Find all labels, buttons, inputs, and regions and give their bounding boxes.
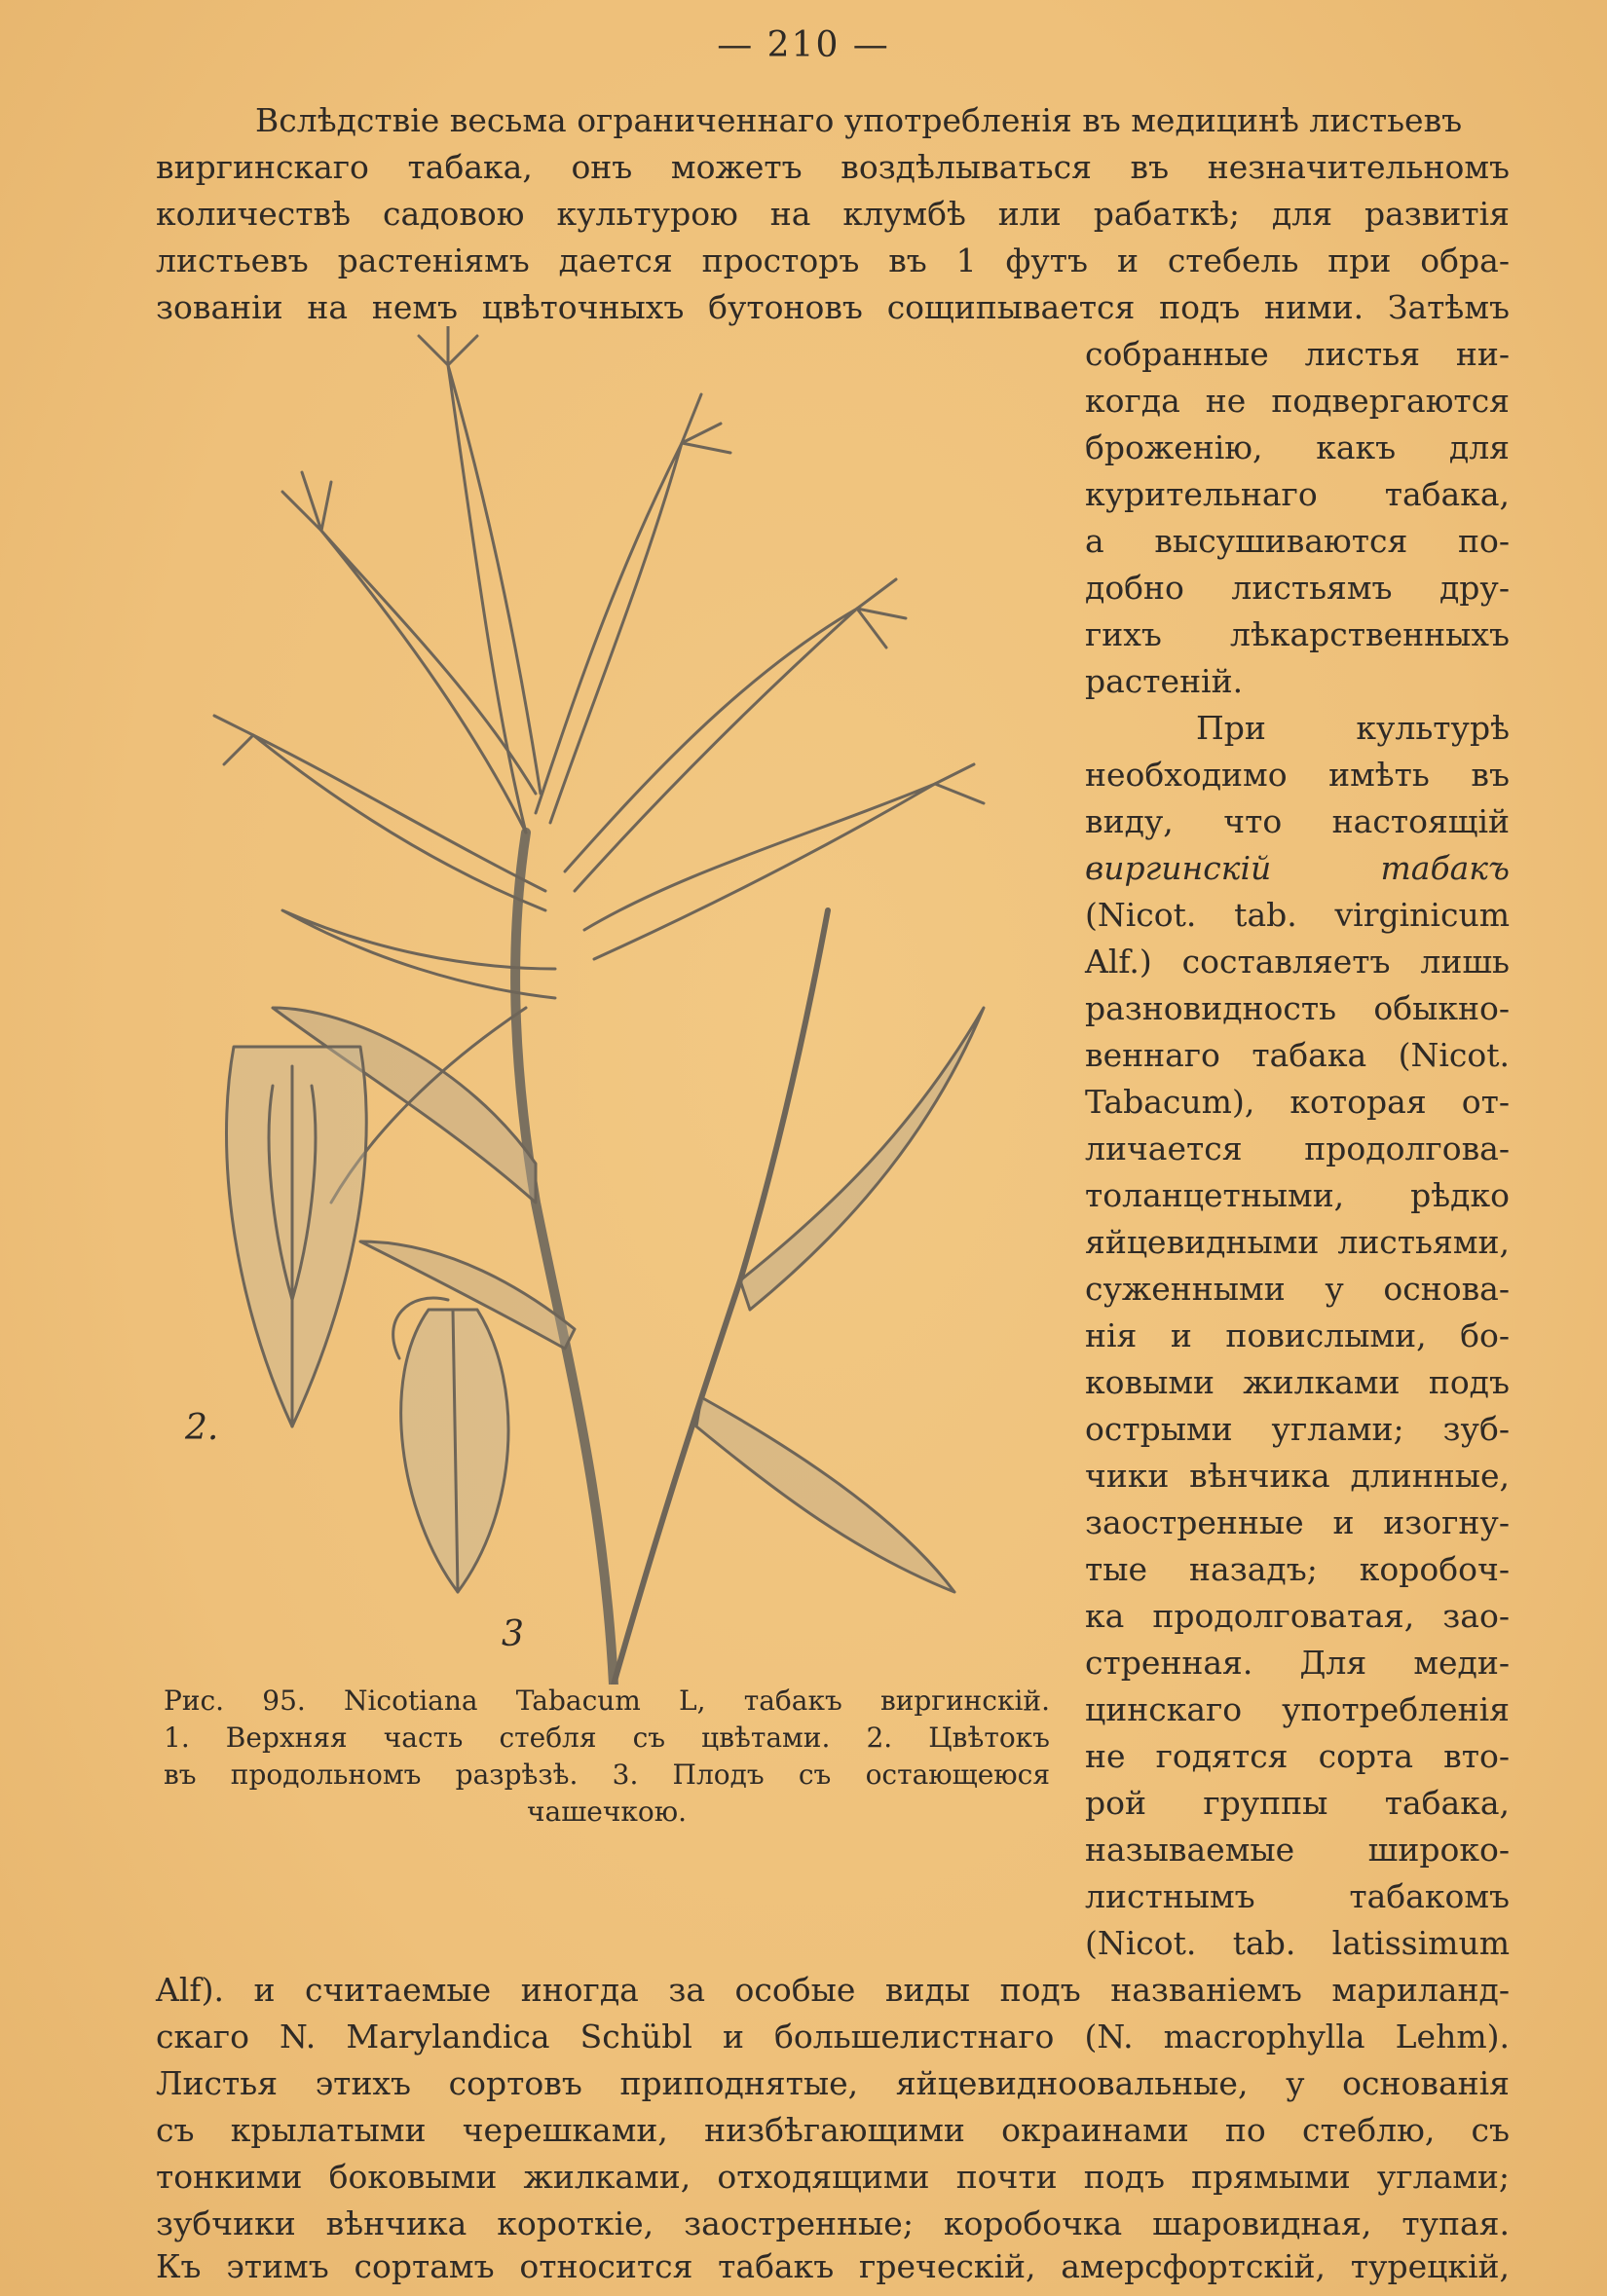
text-line: называемые широко- <box>1085 1831 1510 1869</box>
text-line: веннаго табака (Nicot. <box>1085 1036 1510 1074</box>
text-line: ковыми жилками подъ <box>1085 1363 1510 1401</box>
text-line: растеній. <box>1085 662 1244 700</box>
tobacco-plant-illustration <box>156 326 1071 1685</box>
figure-label-3: 3 <box>502 1614 524 1654</box>
text-line: При культурѣ <box>1196 709 1510 747</box>
text-line: стренная. Для меди- <box>1085 1644 1510 1682</box>
text-line: скаго N. Marylandica Schübl и большелистнаго (N. macrophylla Lehm). <box>156 2018 1510 2055</box>
text-line: острыми углами; зуб- <box>1085 1410 1510 1448</box>
text-line: Листья этихъ сортовъ приподнятые, яйцевидноовальные, у основанія <box>156 2064 1510 2102</box>
text-line: Tabacum), которая от- <box>1085 1083 1510 1121</box>
text-line: не годятся сорта вто- <box>1085 1737 1510 1775</box>
figure-caption <box>164 1683 1050 1831</box>
text-line: яйцевидными листьями, <box>1085 1223 1510 1261</box>
caption-line: Рис. 95. Nicotiana Tabacum L, табакъ виргинскій. <box>164 1685 1050 1717</box>
text-line: толанцетными, рѣдко <box>1085 1176 1510 1214</box>
caption-line: чашечкою. <box>527 1796 687 1828</box>
text-line <box>1085 847 1510 890</box>
text-line: нія и повислыми, бо- <box>1085 1316 1510 1354</box>
text-line: суженными у основа- <box>1085 1270 1510 1308</box>
text-line: чики вѣнчика длинные, <box>1085 1457 1510 1495</box>
text-line: собранные листья ни- <box>1085 335 1510 373</box>
text-line: гихъ лѣкарственныхъ <box>1085 615 1510 653</box>
text-line: цинскаго употребленія <box>1085 1690 1510 1728</box>
text-line: Къ этимъ сортамъ относится табакъ греческій, амерсфортскій, турецкій, <box>156 2247 1510 2285</box>
text-line: необходимо имѣть въ <box>1085 756 1510 794</box>
text-line: зованіи на немъ цвѣточныхъ бутоновъ сощипывается подъ ними. Затѣмъ <box>156 288 1510 326</box>
text-line: заостренные и изогну- <box>1085 1503 1510 1541</box>
text-line: зубчики вѣнчика короткіе, заостренные; коробочка шаровидная, тупая. <box>156 2204 1510 2242</box>
text-line: добно листьямъ дру- <box>1085 569 1510 607</box>
text-line: Alf). и считаемые иногда за особые виды подъ названіемъ мариланд- <box>156 1971 1510 2009</box>
caption-line: 1. Верхняя часть стебля съ цвѣтами. 2. Цвѣтокъ <box>164 1722 1050 1754</box>
caption-line: въ продольномъ разрѣзѣ. 3. Плодъ съ остающеюся <box>164 1759 1050 1791</box>
text-line: ка продолговатая, зао- <box>1085 1597 1510 1635</box>
text-line: виду, что настоящій <box>1085 802 1510 840</box>
text-line: когда не подвергаются <box>1085 382 1510 420</box>
text-line: листнымъ табакомъ <box>1085 1877 1510 1915</box>
text-line: разновидность обыкно- <box>1085 989 1510 1027</box>
text-line: рой группы табака, <box>1085 1784 1510 1822</box>
text-line: виргинскаго табака, онъ можетъ воздѣлываться въ незначительномъ <box>156 148 1510 186</box>
text-line: а высушиваются по- <box>1085 522 1510 560</box>
text-line: листьевъ растеніямъ дается просторъ въ 1 футъ и стебель при обра- <box>156 241 1510 279</box>
text-line: тонкими боковыми жилками, отходящими почти подъ прямыми углами; <box>156 2158 1510 2196</box>
text-line: (Nicot. tab. latissimum <box>1085 1924 1510 1962</box>
text-line: Вслѣдствіе весьма ограниченнаго употребленія въ медицинѣ листьевъ <box>255 101 1463 139</box>
text-line: (Nicot. tab. virginicum <box>1085 896 1510 934</box>
text-line-italic: виргинскій табакъ <box>1085 849 1510 887</box>
text-line: съ крылатыми черешками, низбѣгающими окраинами по стеблю, съ <box>156 2111 1510 2149</box>
text-line: количествѣ садовою культурою на клумбѣ или рабаткѣ; для развитія <box>156 195 1510 233</box>
text-line: личается продолгова- <box>1085 1129 1510 1167</box>
text-line: броженію, какъ для <box>1085 428 1510 466</box>
text-line: курительнаго табака, <box>1085 475 1510 513</box>
figure-label-2: 2. <box>185 1408 219 1448</box>
text-line: тые назадъ; коробоч- <box>1085 1550 1510 1588</box>
page-number: — 210 — <box>717 25 890 65</box>
text-line: Alf.) составляетъ лишь <box>1085 943 1510 981</box>
